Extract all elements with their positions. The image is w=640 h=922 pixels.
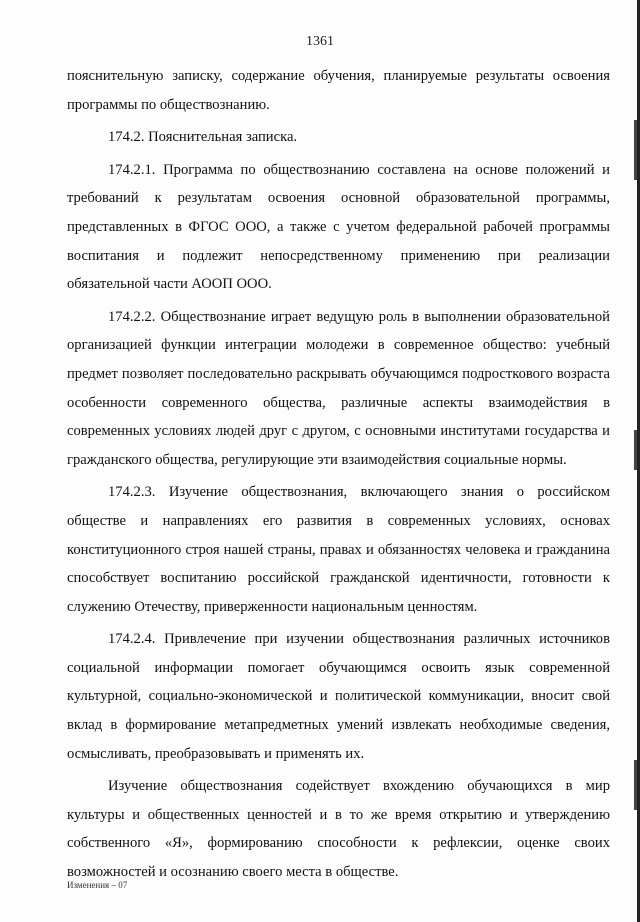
page-number: 1361 (306, 34, 334, 49)
scan-mark (634, 760, 637, 810)
paragraph-174-2-1: 174.2.1. Программа по обществознанию составлена на основе положений и требований к результатам освоения основной образовательной программы, представленных в ФГОС ООО, а также с учетом федеральной рабочей программы воспитания и подлежит непосредственному применению при реализации обязательной части АООП ООО. (67, 161, 610, 293)
scan-mark (634, 430, 637, 470)
paragraph-174-2-4: 174.2.4. Привлечение при изучении обществознания различных источников социальной информации помогает обучающимся освоить язык современной культурной, социально-экономической и политической коммуникации, вносит свой вклад в формирование метапредметных умений извлекать необходимые сведения, осмысливать, преобразовывать и применять их. (67, 631, 610, 762)
footer-revision-note: Изменения – 07 (67, 880, 128, 890)
paragraph-closing: Изучение обществознания содействует вхождению обучающихся в мир культуры и общественных ценностей и в то же время открытию и утверждению собственного «Я», формированию способности к рефлексии, оценке своих возможностей и осознанию своего места в обществе. (67, 778, 610, 881)
page-body (67, 62, 610, 891)
paragraph-continuation: пояснительную записку, содержание обучения, планируемые результаты освоения программы по обществознанию. (67, 68, 610, 113)
section-heading-174-2: 174.2. Пояснительная записка. (108, 129, 298, 146)
scan-mark (634, 120, 637, 180)
paragraph-174-2-2: 174.2.2. Обществознание играет ведущую роль в выполнении образовательной организацией функции интеграции молодежи в современное общество: учебный предмет позволяет последовательно раскрывать обучающимся подросткового возраста особенности современного общества, различные аспекты взаимодействия в современных условиях людей друг с другом, с основными институтами государства и гражданского общества, регулирующие эти взаимодействия социальные нормы. (67, 308, 610, 468)
paragraph-174-2-3: 174.2.3. Изучение обществознания, включающего знания о российском обществе и направлениях его развития в современных условиях, основах конституционного строя нашей страны, правах и обязанностях человека и гражданина способствует воспитанию российской гражданской идентичности, готовности к служению Отечеству, приверженности национальным ценностям. (67, 484, 610, 615)
